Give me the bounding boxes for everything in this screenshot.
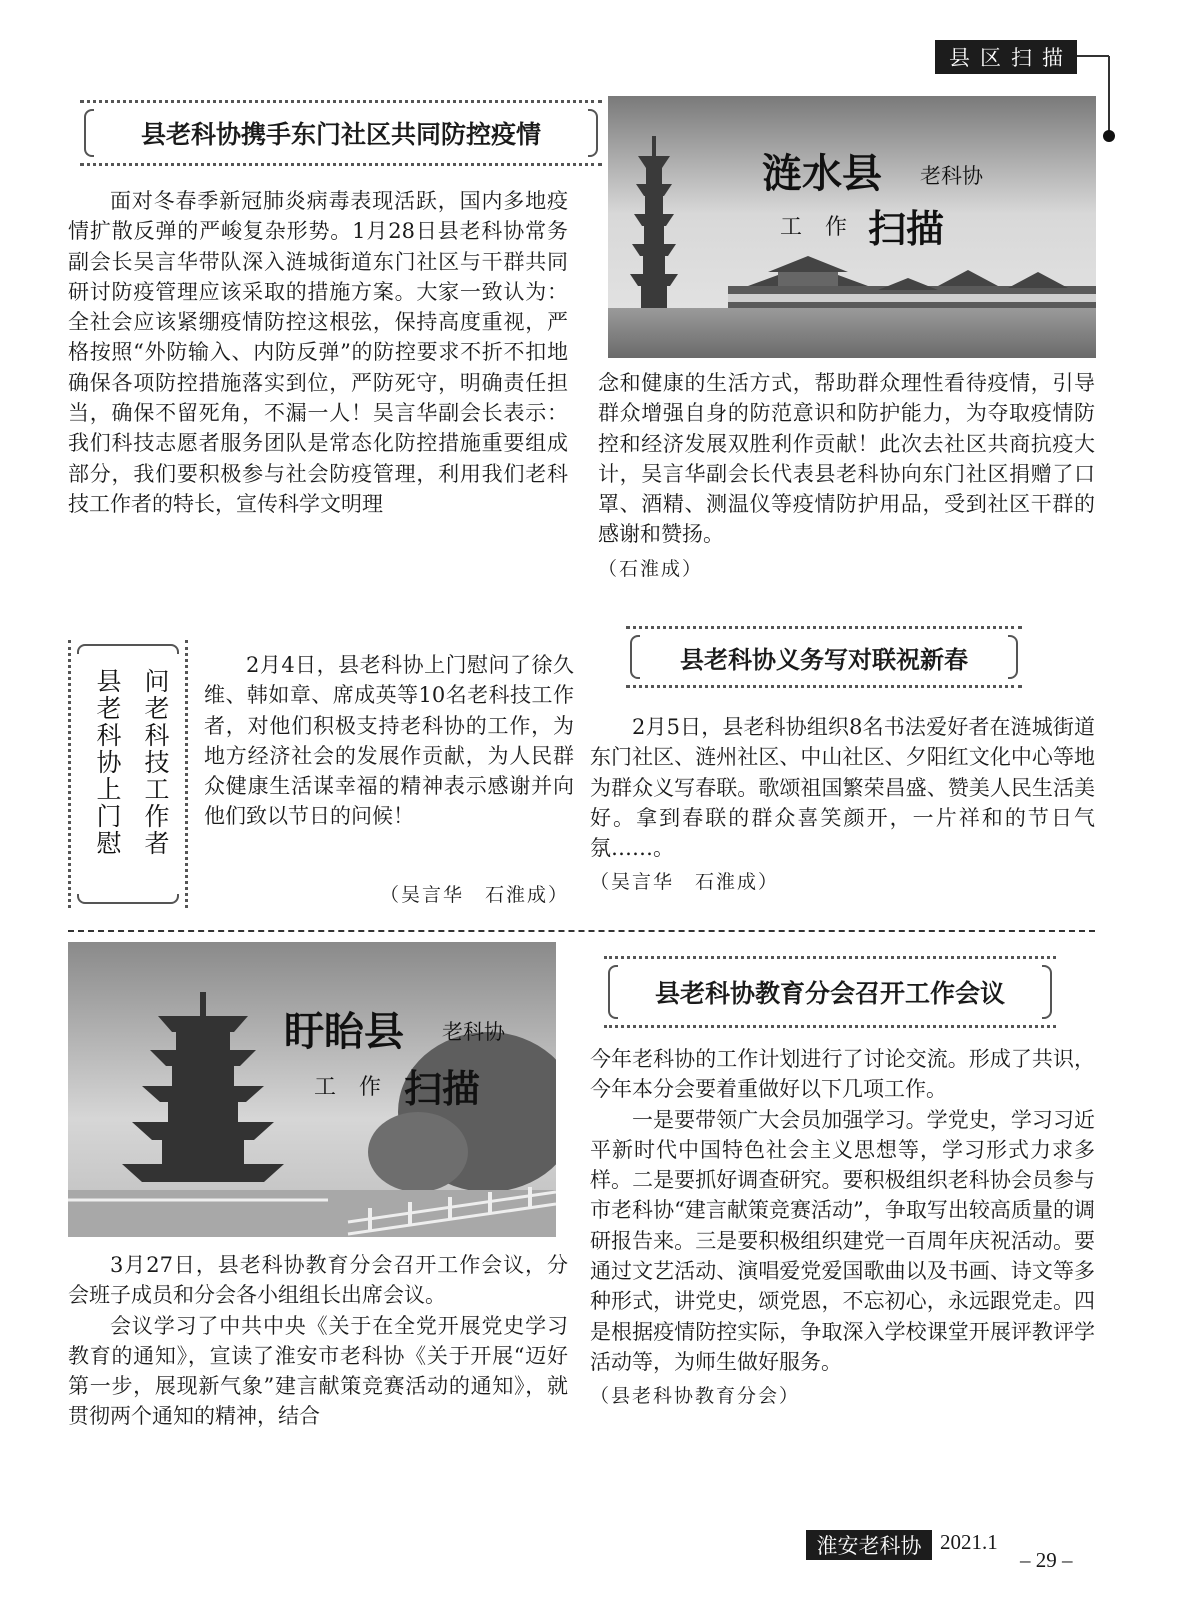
article1-body-left (68, 186, 568, 519)
article4-paragraph-2: 会议学习了中共中央《关于在全党开展党史学习教育的通知》，宣读了淮安市老科协《关于开展“迈好第一步，展现新气象”建言献策竞赛活动的通知》，就贯彻两个通知的精神，结合 (68, 1313, 568, 1429)
footer-issue: 2021.1 (940, 1530, 998, 1554)
article3-credit: （吴言华 石淮成） (590, 871, 780, 894)
page-number: – 29 – (1020, 1548, 1073, 1572)
article1-title: 县老科协携手东门社区共同防控疫情 (80, 100, 602, 166)
article4-paragraph-4: 一是要带领广大会员加强学习。学党史，学习习近平新时代中国特色社会主义思想等，学习形式力求多样。二是要抓好调查研究。要积极组织老科协会员参与市老科协“建言献策竞赛活动”，争取写出较高质量的调研报告来。三是要积极组织建党一百周年庆祝活动。要通过文艺活动、演唱爱党爱国歌曲以及书画、诗文等多种形式，讲党史，颂党恩，不忘初心，永远跟党走。四是根据疫情防控实际，争取深入学校课堂开展评教评学活动等，为师生做好服务。 (590, 1107, 1095, 1374)
article4-paragraph-1: 3月27日，县老科协教育分会召开工作会议，分会班子成员和分会各小组组长出席会议。 (68, 1253, 568, 1308)
section-divider (68, 930, 1095, 932)
lianshui-banner-county: 涟水县 (762, 151, 882, 197)
article4-title: 县老科协教育分会召开工作会议 (604, 956, 1056, 1028)
lianshui-banner-work: 工 作 (780, 215, 855, 240)
article3-body (590, 712, 1095, 898)
article2-body (204, 650, 574, 832)
xuyi-banner-county: 盱眙县 (284, 1009, 404, 1055)
article2-title-col1: 问老科技工作者 (141, 668, 170, 857)
article3-title: 县老科协义务写对联祝新春 (626, 626, 1022, 688)
lianshui-banner-scan: 扫描 (868, 207, 945, 251)
article4-credit: （县老科协教育分会） (590, 1385, 801, 1408)
article2-title-box (68, 640, 188, 908)
article2-paragraph: 2月4日，县老科协上门慰问了徐久维、韩如章、席成英等10名老科技工作者，对他们积极支持老科协的工作，为地方经济社会的发展作贡献，为人民群众健康生活谋幸福的精神表示感谢并向他们致以节日的问候！ (204, 653, 574, 829)
article2-credit: （吴言华 石淮成） (380, 884, 570, 906)
xuyi-banner-org: 老科协 (442, 1020, 505, 1044)
article1-credit: （石淮成） (598, 557, 704, 580)
xuyi-banner-scan: 扫描 (404, 1067, 481, 1111)
article2-title-col2: 县老科协上门慰 (93, 668, 122, 857)
section-tab: 县区扫描 (935, 40, 1077, 74)
xuyi-banner-photo (68, 942, 556, 1237)
article4-paragraph-3: 今年老科协的工作计划进行了讨论交流。形成了共识，今年本分会要着重做好以下几项工作。 (590, 1047, 1095, 1102)
xuyi-banner-work: 工 作 (314, 1075, 389, 1100)
article1-paragraph: 面对冬春季新冠肺炎病毒表现活跃，国内多地疫情扩散反弹的严峻复杂形势。1月28日县老科协常务副会长吴言华带队深入涟城街道东门社区与干群共同研讨防疫管理应该采取的措施方案。大家一致认为：全社会应该紧绷疫情防控这根弦，保持高度重视，严格按照“外防输入、内防反弹”的防控要求不折不扣地确保各项防控措施落实到位，严防死守，明确责任担当，确保不留死角，不漏一人！吴言华副会长表示：我们科技志愿者服务团队是常态化防控措施重要组成部分，我们要积极参与社会防疫管理，利用我们老科技工作者的特长，宣传科学文明理 (68, 189, 568, 516)
tower-terrace-scene (68, 942, 556, 1237)
lianshui-banner-org: 老科协 (920, 164, 983, 188)
article1-paragraph-cont: 念和健康的生活方式，帮助群众理性看待疫情，引导群众增强自身的防范意识和防护能力，为夺取疫情防控和经济发展双胜利作贡献！此次去社区共商抗疫大计，吴言华副会长代表县老科协向东门社区捐赠了口罩、酒精、测温仪等疫情防护用品，受到社区干群的感谢和赞扬。 (598, 371, 1095, 547)
article1-body-right (598, 368, 1095, 584)
footer-brand: 淮安老科协 (806, 1530, 932, 1560)
article3-paragraph: 2月5日，县老科协组织8名书法爱好者在涟城街道东门社区、涟州社区、中山社区、夕阳红文化中心等地为群众义写春联。歌颂祖国繁荣昌盛、赞美人民生活美好。拿到春联的群众喜笑颜开，一片祥和的节日气氛……。 (590, 715, 1095, 861)
article4-body-left (68, 1250, 568, 1432)
article4-body-right (590, 1044, 1095, 1412)
